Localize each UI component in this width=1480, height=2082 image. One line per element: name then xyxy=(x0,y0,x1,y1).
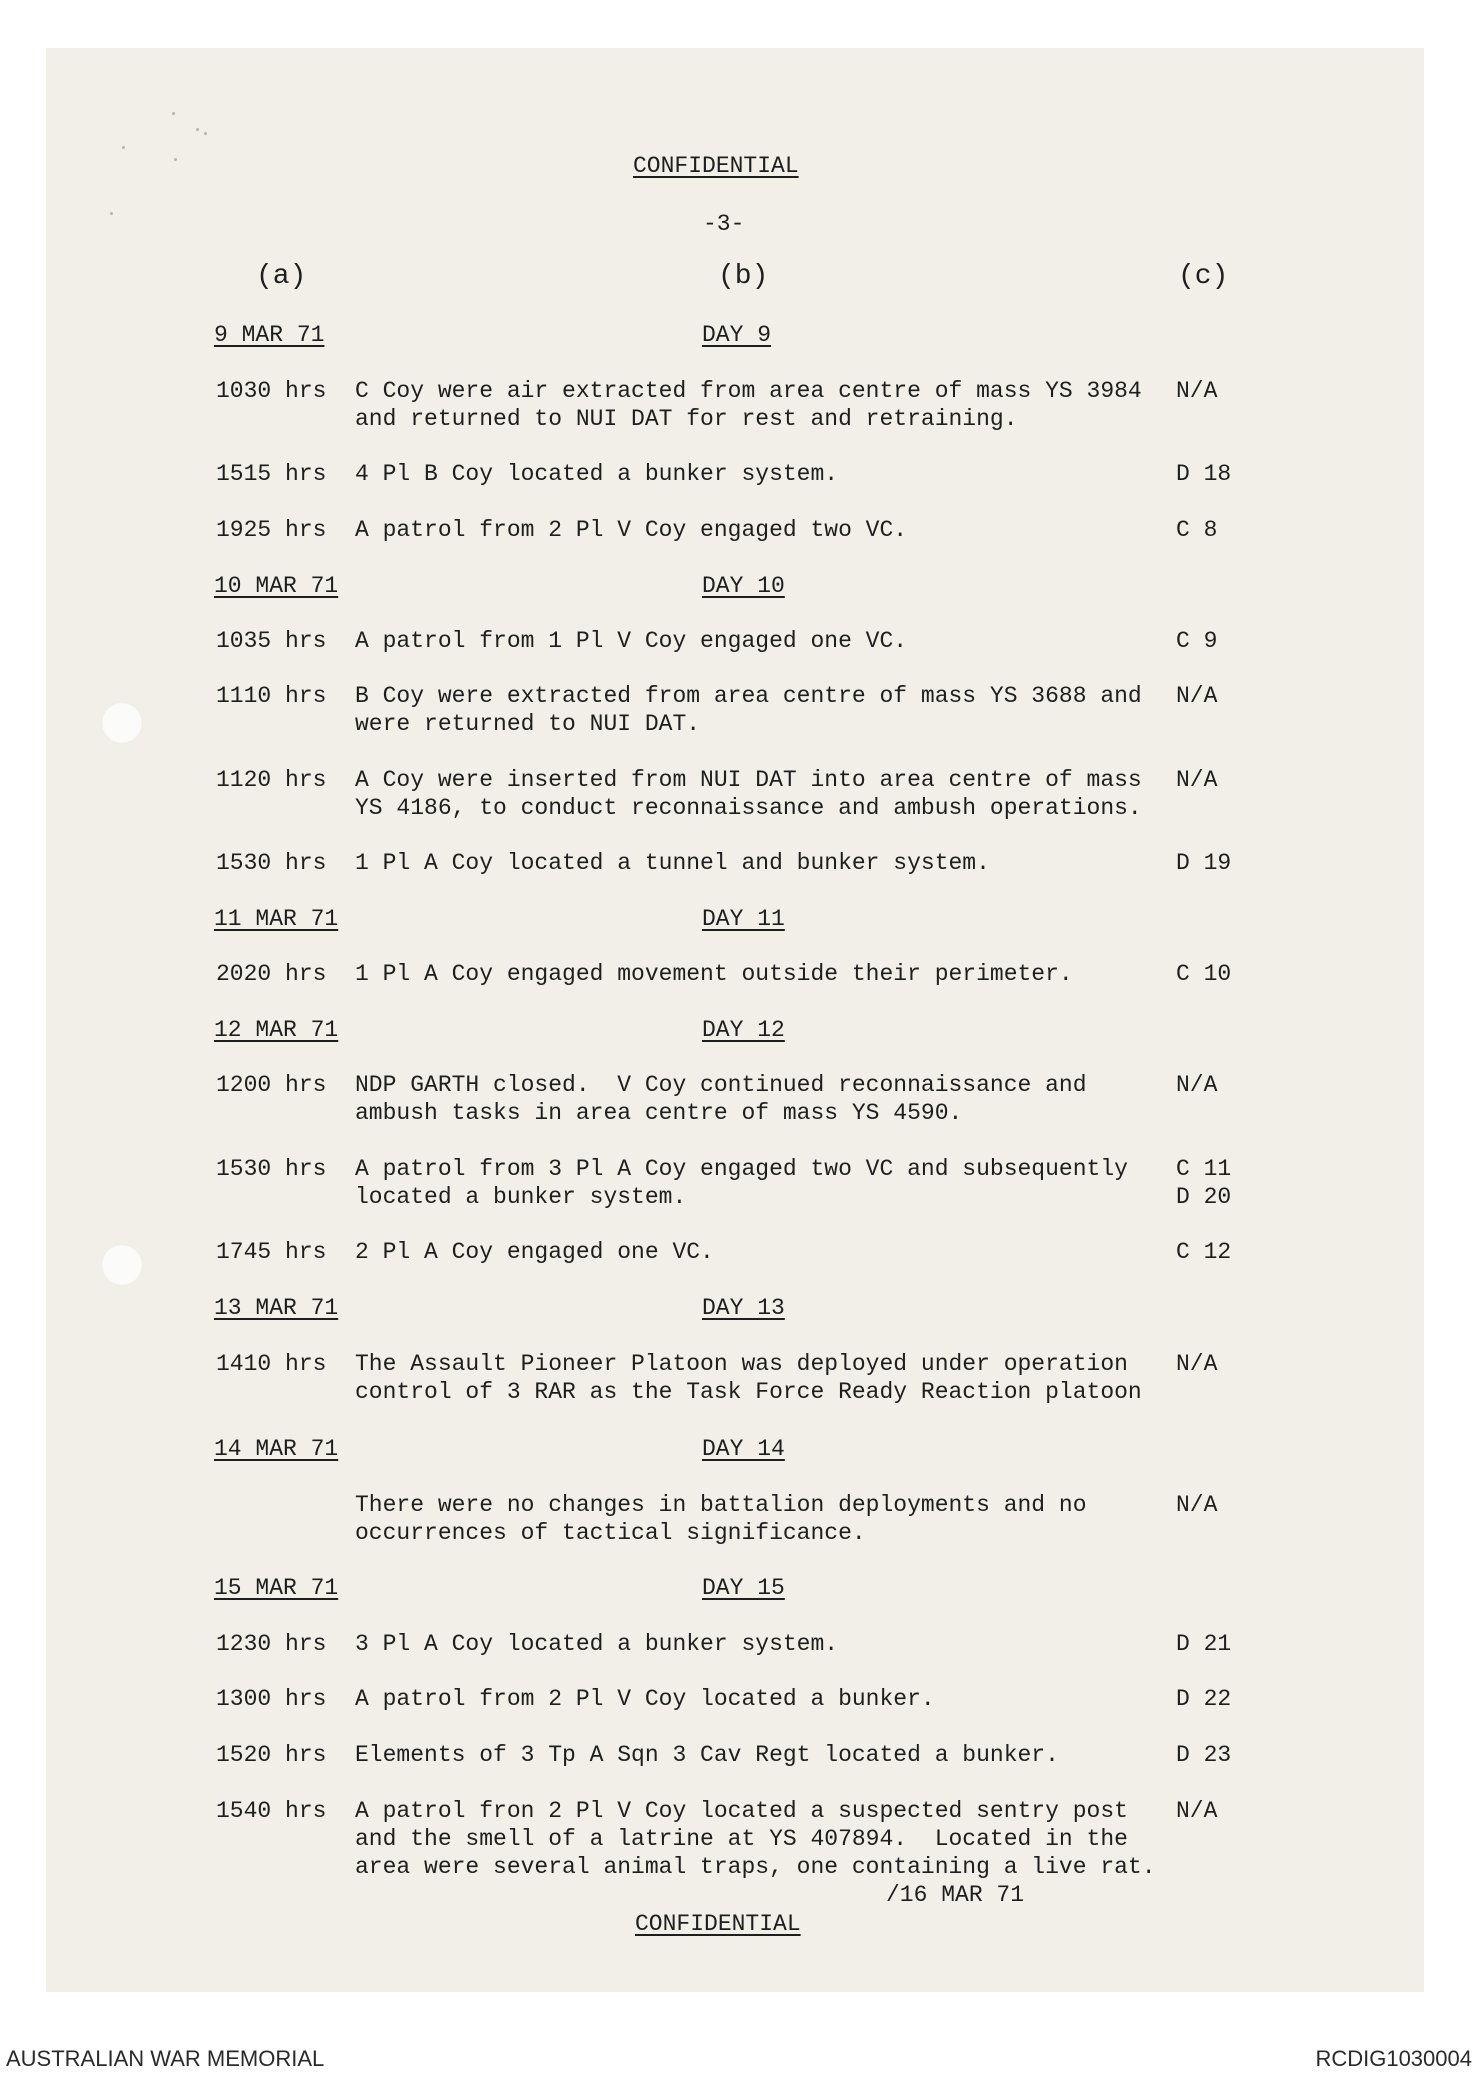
entry-text: A patrol fron 2 Pl V Coy located a suspected sentry post and the smell of a latrine at YS 407894. Located in the area were several animal traps, one containing a live rat. xyxy=(355,1798,1156,1880)
entry-text: 3 Pl A Coy located a bunker system. xyxy=(355,1631,839,1657)
date-heading: 12 MAR 71 xyxy=(214,1017,339,1043)
date-heading: 10 MAR 71 xyxy=(214,573,339,599)
entry-reference: N/A xyxy=(1176,1351,1218,1377)
entry-time: 1515 hrs xyxy=(216,461,327,487)
entry-reference: D 19 xyxy=(1176,850,1232,876)
day-heading: DAY 10 xyxy=(702,573,785,599)
entry-reference: N/A xyxy=(1176,1072,1218,1098)
entry-text: A Coy were inserted from NUI DAT into area centre of mass YS 4186, to conduct reconnaissance and ambush operations. xyxy=(355,767,1142,821)
entry-text: The Assault Pioneer Platoon was deployed under operation control of 3 RAR as the Task Force Ready Reaction platoon xyxy=(355,1351,1142,1405)
day-heading: DAY 14 xyxy=(702,1436,785,1462)
entry-text: Elements of 3 Tp A Sqn 3 Cav Regt located a bunker. xyxy=(355,1742,1059,1768)
date-heading: 9 MAR 71 xyxy=(214,322,325,348)
paper-speck xyxy=(122,146,125,149)
entry-text: There were no changes in battalion deployments and no occurrences of tactical significance. xyxy=(355,1492,1087,1546)
entry-reference: N/A xyxy=(1176,1492,1218,1518)
day-heading: DAY 12 xyxy=(702,1017,785,1043)
entry-time: 1230 hrs xyxy=(216,1631,327,1657)
entry-time: 1530 hrs xyxy=(216,1156,327,1182)
entry-text: 2 Pl A Coy engaged one VC. xyxy=(355,1239,714,1265)
entry-text: NDP GARTH closed. V Coy continued reconnaissance and ambush tasks in area centre of mass YS 4590. xyxy=(355,1072,1087,1126)
paper-speck xyxy=(196,128,199,131)
day-heading: DAY 9 xyxy=(702,322,772,348)
paper-speck xyxy=(174,158,177,161)
day-heading: DAY 15 xyxy=(702,1575,785,1601)
entry-reference: C 12 xyxy=(1176,1239,1232,1265)
entry-text: A patrol from 2 Pl V Coy located a bunker. xyxy=(355,1686,935,1712)
entry-reference: D 23 xyxy=(1176,1742,1232,1768)
entry-time: 1200 hrs xyxy=(216,1072,327,1098)
archive-credit: AUSTRALIAN WAR MEMORIAL xyxy=(6,2046,325,2071)
entry-text: A patrol from 2 Pl V Coy engaged two VC. xyxy=(355,517,908,543)
column-header-b: (b) xyxy=(718,261,769,292)
entry-time: 1030 hrs xyxy=(216,378,327,404)
paper-speck xyxy=(110,212,113,215)
entry-reference: N/A xyxy=(1176,378,1218,404)
entry-reference: D 21 xyxy=(1176,1631,1232,1657)
entry-time: 1035 hrs xyxy=(216,628,327,654)
entry-time: 1520 hrs xyxy=(216,1742,327,1768)
classification-header: CONFIDENTIAL xyxy=(633,153,799,179)
continuation-note: /16 MAR 71 xyxy=(886,1882,1025,1908)
entry-reference: C 10 xyxy=(1176,961,1232,987)
entry-time: 1300 hrs xyxy=(216,1686,327,1712)
entry-reference: C 8 xyxy=(1176,517,1218,543)
entry-time: 1110 hrs xyxy=(216,683,327,709)
entry-reference: C 11 D 20 xyxy=(1176,1156,1232,1210)
entry-text: 4 Pl B Coy located a bunker system. xyxy=(355,461,839,487)
entry-reference: N/A xyxy=(1176,1798,1218,1824)
entry-time: 1530 hrs xyxy=(216,850,327,876)
entry-reference: N/A xyxy=(1176,683,1218,709)
entry-text: A patrol from 1 Pl V Coy engaged one VC. xyxy=(355,628,908,654)
paper-speck xyxy=(172,112,175,115)
entry-time: 1410 hrs xyxy=(216,1351,327,1377)
column-header-a: (a) xyxy=(256,261,307,292)
entry-text: 1 Pl A Coy located a tunnel and bunker system. xyxy=(355,850,990,876)
entry-reference: N/A xyxy=(1176,767,1218,793)
entry-reference: D 22 xyxy=(1176,1686,1232,1712)
date-heading: 13 MAR 71 xyxy=(214,1295,339,1321)
entry-time: 1540 hrs xyxy=(216,1798,327,1824)
entry-text: B Coy were extracted from area centre of mass YS 3688 and were returned to NUI DAT. xyxy=(355,683,1142,737)
entry-time: 1745 hrs xyxy=(216,1239,327,1265)
entry-time: 2020 hrs xyxy=(216,961,327,987)
page-number: -3- xyxy=(703,211,745,237)
entry-text: C Coy were air extracted from area centre of mass YS 3984 and returned to NUI DAT for rest and retraining. xyxy=(355,378,1142,432)
day-heading: DAY 11 xyxy=(702,906,785,932)
classification-footer: CONFIDENTIAL xyxy=(635,1911,801,1937)
entry-time: 1120 hrs xyxy=(216,767,327,793)
day-heading: DAY 13 xyxy=(702,1295,785,1321)
date-heading: 15 MAR 71 xyxy=(214,1575,339,1601)
punch-hole xyxy=(101,702,143,744)
entry-time: 1925 hrs xyxy=(216,517,327,543)
entry-reference: C 9 xyxy=(1176,628,1218,654)
entry-text: 1 Pl A Coy engaged movement outside their perimeter. xyxy=(355,961,1073,987)
paper-speck xyxy=(204,132,207,135)
punch-hole xyxy=(101,1244,143,1286)
date-heading: 14 MAR 71 xyxy=(214,1436,339,1462)
column-header-c: (c) xyxy=(1178,261,1229,292)
entry-reference: D 18 xyxy=(1176,461,1232,487)
date-heading: 11 MAR 71 xyxy=(214,906,339,932)
entry-text: A patrol from 3 Pl A Coy engaged two VC and subsequently located a bunker system. xyxy=(355,1156,1128,1210)
archive-record-id: RCDIG1030004 xyxy=(1315,2046,1472,2071)
